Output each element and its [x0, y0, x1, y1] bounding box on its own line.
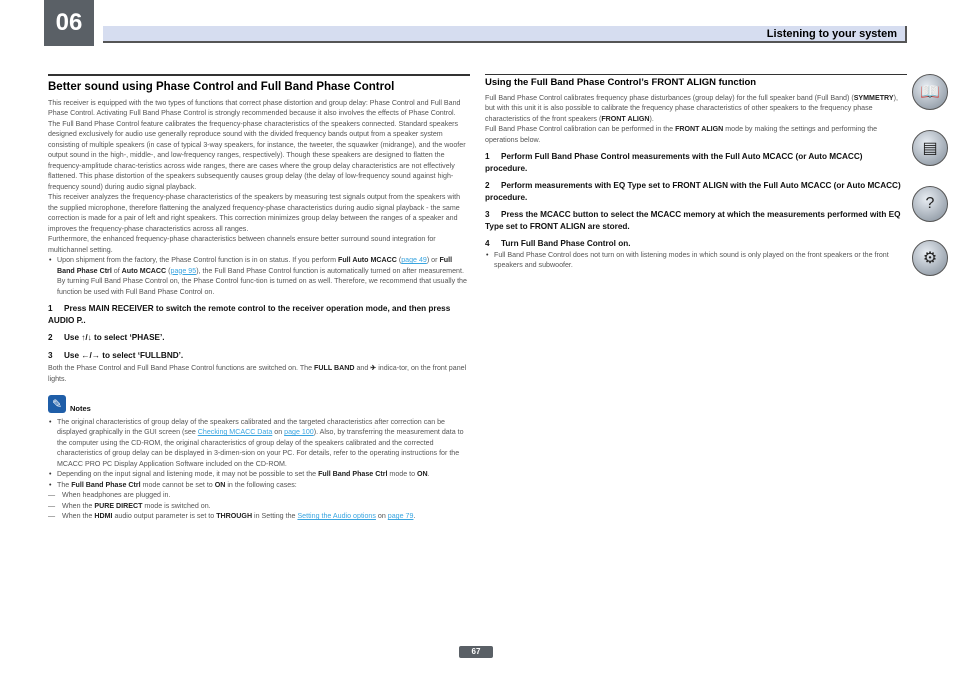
step-4: 4 Turn Full Band Phase Control on. [485, 239, 631, 248]
note-item: • Depending on the input signal and listening mode, it may not be possible to set the Full Band Phase Ctrl mode to ON. [48, 469, 470, 480]
page-link[interactable]: page 95 [170, 266, 197, 275]
left-right-arrow-icon: ←/→ [81, 350, 100, 360]
remote-icon[interactable]: ▤ [912, 130, 948, 166]
left-column [48, 74, 470, 522]
case-item: — When the HDMI audio output parameter is set to THROUGH in Setting the Setting the Audio options on page 79. [48, 511, 470, 522]
paragraph: Full Band Phase Control calibration can be performed in the FRONT ALIGN mode by making the settings and performing the operations below. [485, 125, 878, 144]
page-link[interactable]: page 49 [401, 256, 427, 264]
section-header [103, 26, 907, 43]
help-icon[interactable]: ? [912, 186, 948, 222]
paragraph: Full Band Phase Control calibrates frequency phase disturbances (group delay) for the full speaker band (Full Band) (SYMMETRY), but with this unit it is also possible to calibrate the frequency phase characteristics of other speakers to the frequency phase characteristics of the front speakers (FRONT ALIGN). [485, 93, 898, 123]
left-heading: Better sound using Phase Control and Full Band Phase Control [48, 74, 470, 93]
bullet-item: • Upon shipment from the factory, the Phase Control function is in on status. If you perform Full Auto MCACC (page 49) or Full Band Phase Ctrl of Auto MCACC (page 95), the Full Band Phase Control function is automatically turned on after measurement. By turning Full Band Phase Control on, the Phase Control func-tion is turned on as well. Therefore, we recommend that usually the function be used with Full Band Phase Control on. [48, 255, 470, 297]
audio-options-link[interactable]: Setting the Audio options [297, 512, 376, 520]
paragraph: Furthermore, the enhanced frequency-phase characteristics between channels ensure better surround sound integration for multichannel setting. [48, 235, 436, 254]
chapter-number: 06 [44, 0, 94, 46]
pencil-icon: ✎ [48, 395, 66, 413]
case-item: — When headphones are plugged in. [48, 490, 470, 501]
step-3: 3 Press the MCACC button to select the MCACC memory at which the measurements performed with EQ Type set to FRONT ALIGN are stored. [485, 210, 901, 231]
notes-header [48, 392, 470, 415]
notes-title: Notes [70, 404, 91, 413]
paragraph: The Full Band Phase Control feature calibrates the frequency-phase characteristics of the speakers connected. Standard speakers designed exclusively for audio use generally reproduce sound with the divided frequency bands output from a speaker system consisting of multiple speakers (in case of typical 3-way speakers, for instance, the tweeter, the squawker (midrange), and the woofer output sound in the high-, middle-, and low-frequency ranges, respectively). Though these speakers are designed to flatten the frequency-amplitude charac-teristics across wide ranges, there are cases where the group delay characteristics are not effectively flattened. This phase distortion of the speakers subsequently causes group delay (the delay of low-frequency sound against high-frequency sound) during audio signal playback. [48, 119, 466, 191]
paragraph: This receiver analyzes the frequency-phase characteristics of the speakers by measuring test signals output from the speakers with the supplied microphone, therefore flattening the analyzed frequency-phase characteristics during audio signal playback - the same correction is made for a pair of left and right speakers. This correction minimizes group delay between the ranges of a speaker and improves the frequency-phase characteristics across all ranges. [48, 193, 461, 233]
indicator-icon: ✈ [370, 364, 377, 372]
step-1: 1 Press MAIN RECEIVER to switch the remote control to the receiver operation mode, and then press AUDIO P.. [48, 304, 451, 325]
step-1: 1 Perform Full Band Phase Control measurements with the Full Auto MCACC (or Auto MCACC) procedure. [485, 152, 863, 173]
result-text: Both the Phase Control and Full Band Phase Control functions are switched on. The FULL BAND and ✈ indica-tor, on the front panel lights. [48, 364, 467, 383]
bullet-item: • Full Band Phase Control does not turn on with listening modes in which sound is only played on the front speakers or the front speakers and subwoofer. [485, 250, 907, 271]
paragraph: This receiver is equipped with the two types of functions that correct phase distortion and group delay: Phase Control and Full Band Phase Control. Activating Full Band Phase Control is strongly recommended because it also involves the effects of Phase Control. [48, 98, 461, 117]
checking-mcacc-link[interactable]: Checking MCACC Data [197, 428, 273, 436]
right-column [485, 74, 907, 271]
section-title: Listening to your system [766, 28, 897, 40]
case-item: — When the PURE DIRECT mode is switched on. [48, 501, 470, 512]
step-2: 2 Perform measurements with EQ Type set to FRONT ALIGN with the Full Auto MCACC (or Auto MCACC) procedure. [485, 181, 901, 202]
right-heading: Using the Full Band Phase Control’s FRONT ALIGN function [485, 74, 907, 89]
up-down-arrow-icon: ↑/↓ [81, 333, 92, 342]
step-3: 3 Use ←/→ to select ‘FULLBND’. [48, 350, 184, 360]
note-item: • The Full Band Phase Ctrl mode cannot be set to ON in the following cases: [48, 480, 470, 491]
book-icon[interactable]: 📖 [912, 74, 948, 110]
note-item: • The original characteristics of group delay of the speakers calibrated and the targeted characteristics after correction can be displayed graphically in the GUI screen (see Checking MCACC Data on page 100). Also, by transferring the measurement data to the computer using the CD-ROM, the original characteristics of group delay of the speakers calibrated and the corrected characteristics of group delay can be displayed in 3-dimen-sion on your PC. For details, refer to the operating instructions for the MCACC PRO PC Display Application Software included on the CD-ROM. [48, 417, 470, 470]
page-number: 67 [459, 646, 493, 658]
page-link[interactable]: page 100 [284, 428, 314, 436]
tools-icon[interactable]: ⚙ [912, 240, 948, 276]
page-link[interactable]: page 79 [387, 512, 414, 520]
step-2: 2 Use ↑/↓ to select ‘PHASE’. [48, 333, 165, 342]
